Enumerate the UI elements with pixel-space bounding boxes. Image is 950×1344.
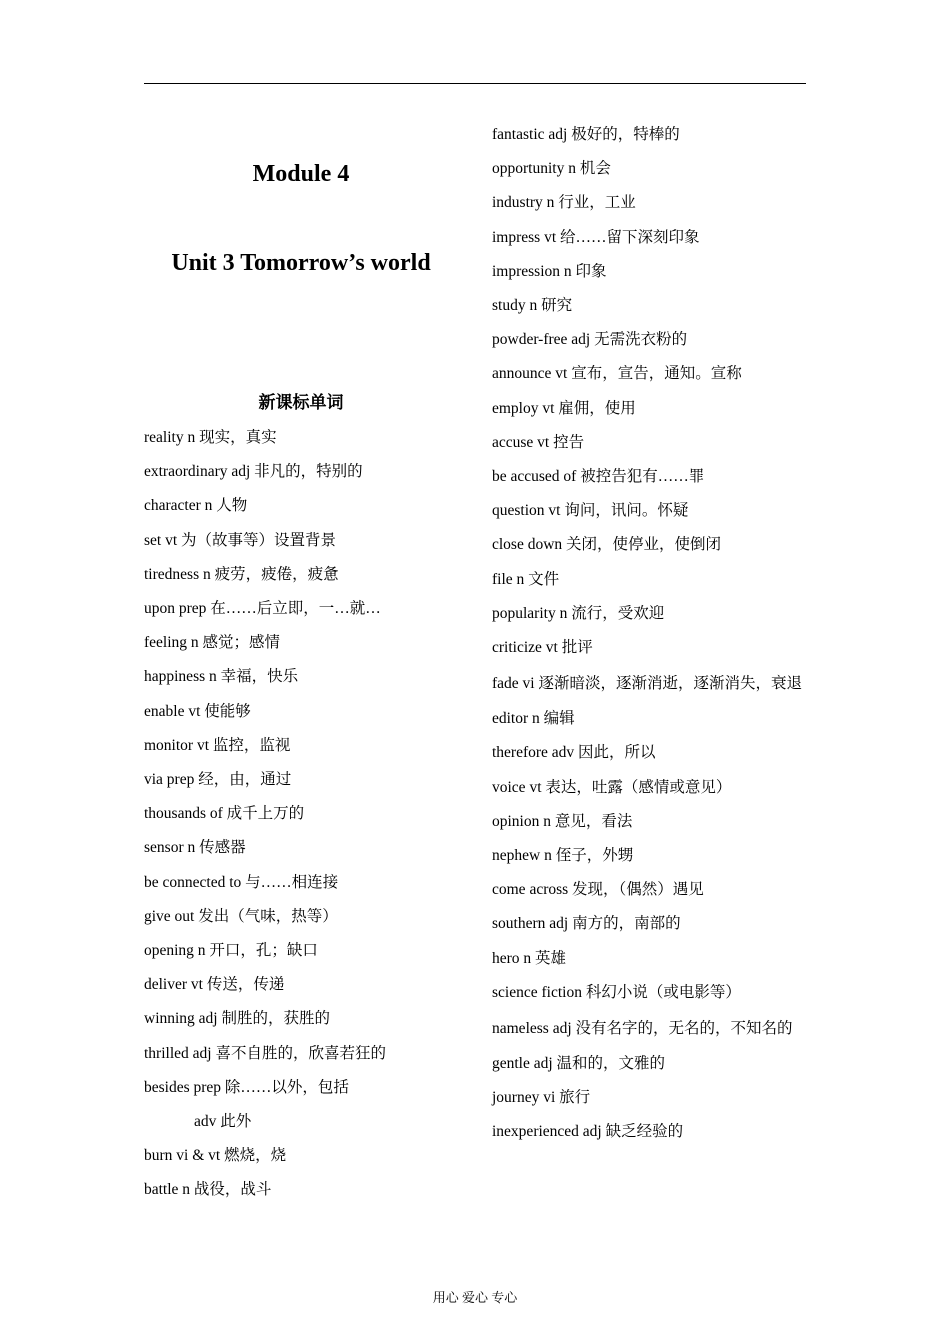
right-vocab-list xyxy=(492,118,810,1150)
vocab-item: criticize vt 批评 xyxy=(492,639,593,657)
vocab-item: opening n 开口，孔；缺口 xyxy=(144,942,318,960)
vocab-item: happiness n 幸福，快乐 xyxy=(144,668,299,686)
vocab-item: via prep 经，由，通过 xyxy=(144,771,292,789)
vocab-item: science fiction 科幻小说（或电影等） xyxy=(492,983,741,1001)
vocab-item: battle n 战役，战斗 xyxy=(144,1181,272,1199)
header-rule xyxy=(144,83,806,84)
vocab-item: accuse vt 控告 xyxy=(492,433,585,451)
vocab-item: upon prep 在……后立即，一…就… xyxy=(144,600,381,618)
vocab-item: close down 关闭，使停业，使倒闭 xyxy=(492,536,722,554)
page-footer: 用心 爱心 专心 xyxy=(432,1290,518,1305)
vocab-item: come across 发现，（偶然）遇见 xyxy=(492,881,704,899)
vocab-item: file n 文件 xyxy=(492,570,560,588)
vocab-item: thrilled adj 喜不自胜的，欣喜若狂的 xyxy=(144,1044,386,1062)
vocab-item: reality n 现实，真实 xyxy=(144,429,277,446)
vocab-item: character n 人物 xyxy=(144,497,248,515)
vocab-item: feeling n 感觉；感情 xyxy=(144,634,281,652)
vocab-item: set vt 为（故事等）设置背景 xyxy=(144,531,337,549)
unit-title: Unit 3 Tomorrow’s world xyxy=(171,250,431,276)
vocab-item: gentle adj 温和的，文雅的 xyxy=(492,1055,666,1073)
vocab-item: powder-free adj 无需洗衣粉的 xyxy=(492,331,688,349)
vocab-item: enable vt 使能够 xyxy=(144,702,251,720)
vocab-item: be connected to 与……相连接 xyxy=(144,873,339,891)
vocab-item: journey vi 旅行 xyxy=(492,1089,591,1107)
vocab-item: winning adj 制胜的，获胜的 xyxy=(144,1010,330,1028)
vocab-item: impress vt 给……留下深刻印象 xyxy=(492,228,700,246)
vocab-item: adv 此外 xyxy=(194,1113,252,1131)
vocab-item: fade vi 逐渐暗淡，逐渐消逝，逐渐消失，衰退 xyxy=(492,675,802,693)
vocab-item: opportunity n 机会 xyxy=(492,160,611,178)
vocab-item: study n 研究 xyxy=(492,297,573,315)
vocab-item: nephew n 侄子，外甥 xyxy=(492,847,634,865)
vocab-item: voice vt 表达，吐露（感情或意见） xyxy=(492,778,732,796)
vocab-item: inexperienced adj 缺乏经验的 xyxy=(492,1123,684,1141)
vocab-item: tiredness n 疲劳，疲倦，疲惫 xyxy=(144,565,339,583)
vocab-item: burn vi & vt 燃烧，烧 xyxy=(144,1147,287,1165)
vocab-item: editor n 编辑 xyxy=(492,710,575,728)
vocab-item: thousands of 成千上万的 xyxy=(144,805,305,823)
vocab-item: employ vt 雇佣，使用 xyxy=(492,399,636,417)
vocab-item: hero n 英雄 xyxy=(492,949,567,967)
vocab-item: deliver vt 传送，传递 xyxy=(144,976,285,994)
vocab-item: fantastic adj 极好的，特棒的 xyxy=(492,126,680,143)
vocab-item: be accused of 被控告犯有……罪 xyxy=(492,468,705,486)
vocab-item: sensor n 传感器 xyxy=(144,839,246,857)
vocab-item: impression n 印象 xyxy=(492,262,607,280)
left-vocab-list xyxy=(144,421,462,1208)
vocab-item: opinion n 意见，看法 xyxy=(492,812,633,830)
vocab-item: announce vt 宣布，宣告，通知。宣称 xyxy=(492,365,742,383)
vocab-item: therefore adv 因此，所以 xyxy=(492,744,656,762)
vocab-item: give out 发出（气味，热等） xyxy=(144,907,338,925)
vocab-item: popularity n 流行，受欢迎 xyxy=(492,604,665,622)
vocab-item: besides prep 除……以外，包括 xyxy=(144,1078,349,1096)
vocab-item: monitor vt 监控，监视 xyxy=(144,736,291,754)
vocab-item: southern adj 南方的，南部的 xyxy=(492,915,681,933)
vocab-item: nameless adj 没有名字的，无名的，不知名的 xyxy=(492,1020,793,1038)
vocab-item: industry n 行业，工业 xyxy=(492,194,636,212)
section-heading: 新课标单词 xyxy=(258,393,344,412)
module-title: Module 4 xyxy=(252,161,350,187)
vocab-item: extraordinary adj 非凡的，特别的 xyxy=(144,463,363,481)
vocab-item: question vt 询问，讯问。怀疑 xyxy=(492,502,689,520)
